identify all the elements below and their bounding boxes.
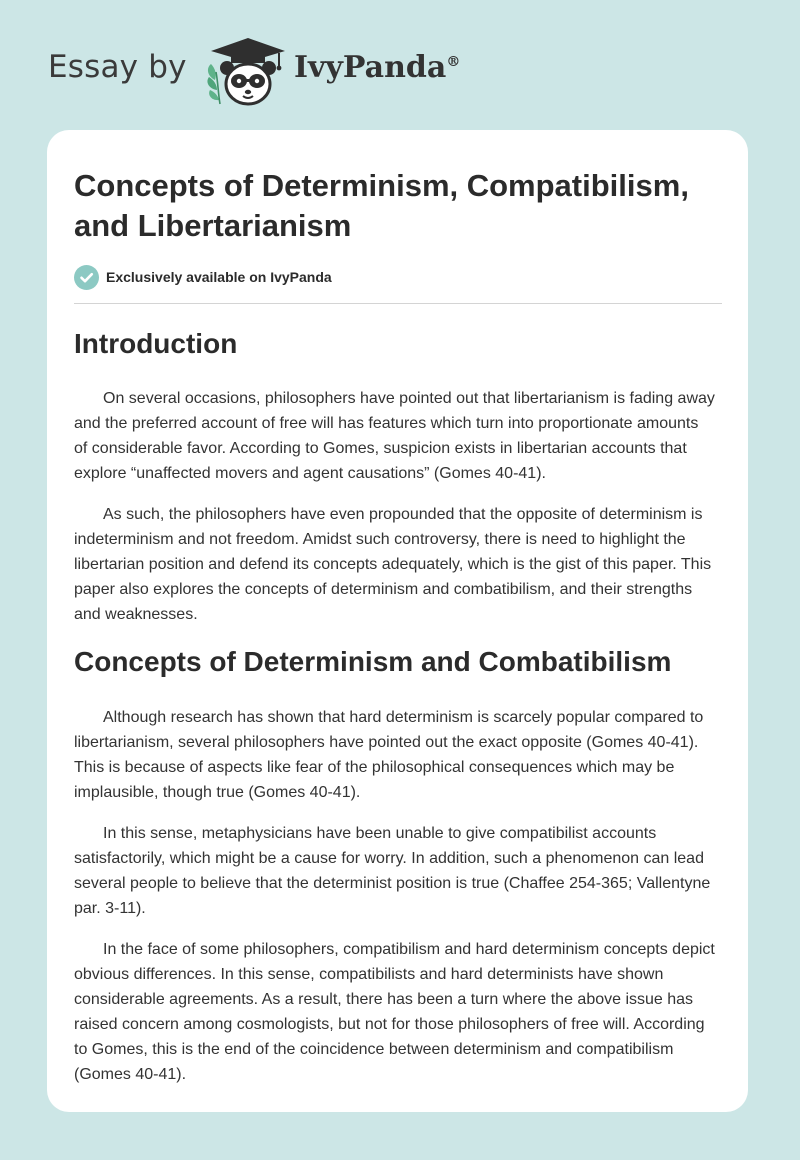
paragraph: Although research has shown that hard determinism is scarcely popular compared to libertarianism, several philosophers have pointed out the exact opposite (Gomes 40-41). This is because of aspects like fear of the philosophical consequences which may be implausible, though true (Gomes 40-41).	[74, 709, 704, 801]
paragraph: In the face of some philosophers, compatibilism and hard determinism concepts depict obvious differences. In this sense, compatibilists and hard determinists have shown considerable agreements. As a result, there has been a turn where the above issue has raised concern among cosmologists, but not for those philosophers of free will. According to Gomes, this is the end of the coincidence between determinism and compatibilism (Gomes 40-41).	[74, 941, 715, 1083]
paragraph: In this sense, metaphysicians have been unable to give compatibilist accounts satisfactorily, which might be a cause for worry. In addition, such a phenomenon can lead several people to believe that the determinist position is true (Chaffee 254-365; Vallentyne par. 3-11).	[74, 825, 711, 917]
section-heading-introduction: Introduction	[74, 328, 238, 359]
article-title: Concepts of Determinism, Compatibilism, and Libertarianism	[74, 168, 689, 243]
title-divider	[74, 303, 722, 304]
paragraph: On several occasions, philosophers have pointed out that libertarianism is fading away and the preferred account of free will has features which turn into proportionate amounts of considerable favor. According to Gomes, suspicion exists in libertarian accounts that explore “unaffected movers and agent causations” (Gomes 40-41).	[74, 390, 715, 482]
paragraph: As such, the philosophers have even propounded that the opposite of determinism is indeterminism and not freedom. Amidst such controversy, there is need to highlight the libertarian position and defend its concepts adequately, which is the gist of this paper. This paper also explores the concepts of determinism and combatibilism, and their strengths and weaknesses.	[74, 506, 712, 623]
check-circle-icon	[74, 265, 99, 290]
brand-prefix: Essay by	[48, 49, 187, 85]
panda-graduate-icon	[201, 34, 291, 108]
exclusive-badge	[74, 264, 332, 290]
article-card	[47, 130, 748, 1112]
brand-name-text: IvyPanda	[294, 50, 447, 85]
brand-name	[294, 50, 460, 85]
section-heading-determinism: Concepts of Determinism and Combatibilism	[74, 646, 672, 677]
exclusive-badge-label: Exclusively available on IvyPanda	[106, 269, 332, 285]
site-header-brand[interactable]	[48, 34, 528, 106]
registered-mark: ®	[446, 54, 461, 70]
